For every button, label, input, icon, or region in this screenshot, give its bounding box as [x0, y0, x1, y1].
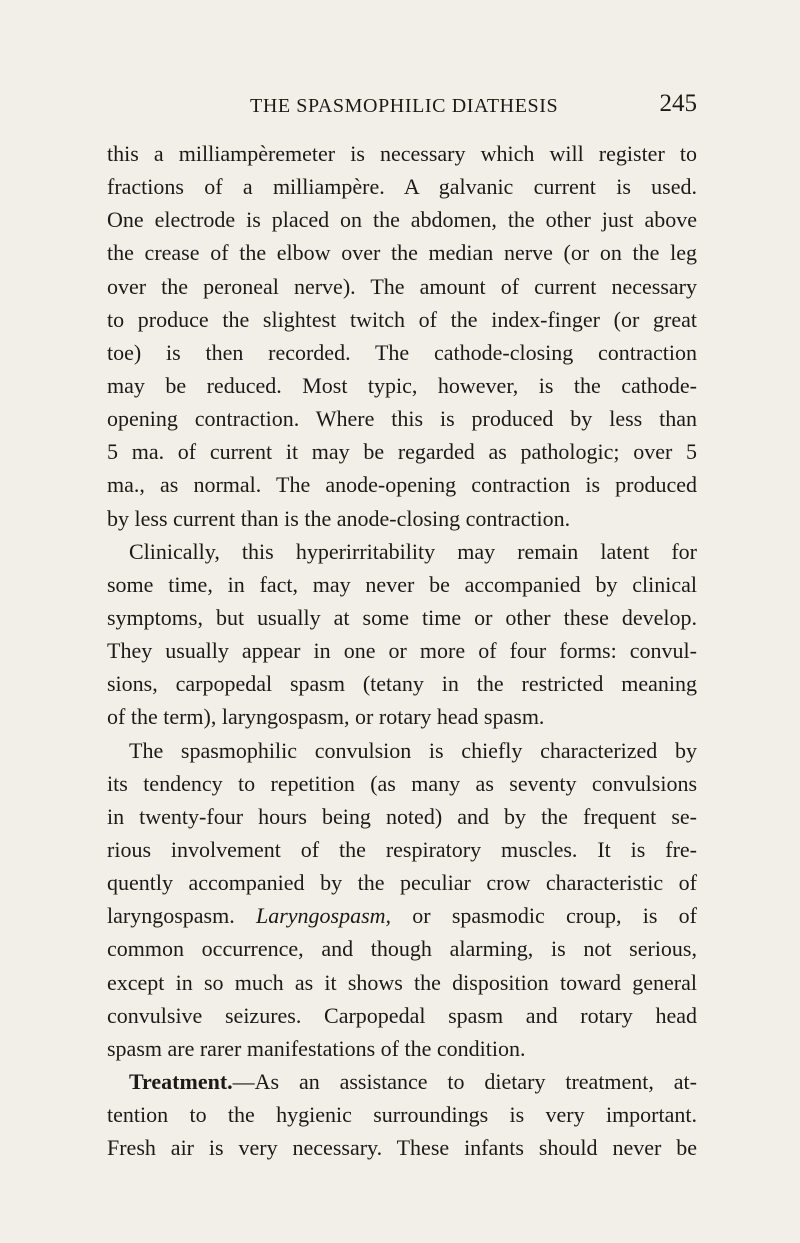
text-line: of the term), laryngospasm, or rotary head spasm. [107, 704, 545, 730]
text-line: spasm are rarer manifestations of the condition. [107, 1035, 526, 1061]
text-segment: or spasmodic croup, is of [391, 903, 698, 929]
text-line: Clinically, this hyperirritability may remain latent for [129, 538, 697, 564]
text-line: to produce the slightest twitch of the index-finger (or great [107, 306, 697, 332]
text-line: some time, in fact, may never be accompanied by clinical [107, 571, 697, 597]
body-text [107, 137, 697, 1164]
section-heading: Treatment. [129, 1068, 233, 1094]
running-title: THE SPASMOPHILIC DIATHESIS [250, 95, 559, 117]
text-line: opening contraction. Where this is produced by less than [107, 406, 697, 432]
text-line: its tendency to repetition (as many as seventy convulsions [107, 770, 697, 796]
text-line: ma., as normal. The anode-opening contraction is produced [107, 472, 697, 498]
text-line: 5 ma. of current it may be regarded as pathologic; over 5 [107, 439, 697, 465]
text-line: sions, carpopedal spasm (tetany in the restricted meaning [107, 671, 697, 697]
text-line: this a milliampèremeter is necessary which will register to [107, 141, 697, 166]
text-line: except in so much as it shows the disposition toward general [107, 969, 697, 995]
italic-term: Laryngospasm, [255, 903, 392, 929]
text-line: The spasmophilic convulsion is chiefly characterized by [129, 737, 697, 763]
text-line: One electrode is placed on the abdomen, the other just above [107, 207, 697, 233]
text-line: over the peroneal nerve). The amount of current necessary [107, 273, 697, 299]
page-number: 245 [659, 90, 697, 117]
text-line: tention to the hygienic surroundings is very important. [107, 1102, 697, 1128]
text-line: the crease of the elbow over the median nerve (or on the leg [107, 240, 697, 266]
text-line: convulsive seizures. Carpopedal spasm and rotary head [107, 1002, 697, 1028]
text-line: fractions of a milliampère. A galvanic current is used. [107, 174, 697, 200]
text-line: toe) is then recorded. The cathode-closing contraction [107, 339, 697, 365]
text-line: common occurrence, and though alarming, is not serious, [107, 936, 697, 962]
text-line [107, 1065, 697, 1098]
text-segment: —As an assistance to dietary treatment, at- [232, 1068, 697, 1094]
text-line: quently accompanied by the peculiar crow characteristic of [107, 870, 697, 896]
text-line: in twenty-four hours being noted) and by the frequent se- [107, 803, 697, 829]
text-segment: laryngospasm. [107, 903, 256, 929]
text-line: rious involvement of the respiratory muscles. It is fre- [107, 836, 697, 862]
text-line: They usually appear in one or more of four forms: convul- [107, 638, 697, 664]
text-line: symptoms, but usually at some time or other these develop. [107, 604, 697, 630]
text-line: by less current than is the anode-closing contraction. [107, 505, 571, 531]
page-header [107, 91, 697, 123]
text-line [107, 899, 697, 932]
text-line: Fresh air is very necessary. These infants should never be [107, 1135, 697, 1161]
text-line: may be reduced. Most typic, however, is the cathode- [107, 372, 697, 398]
